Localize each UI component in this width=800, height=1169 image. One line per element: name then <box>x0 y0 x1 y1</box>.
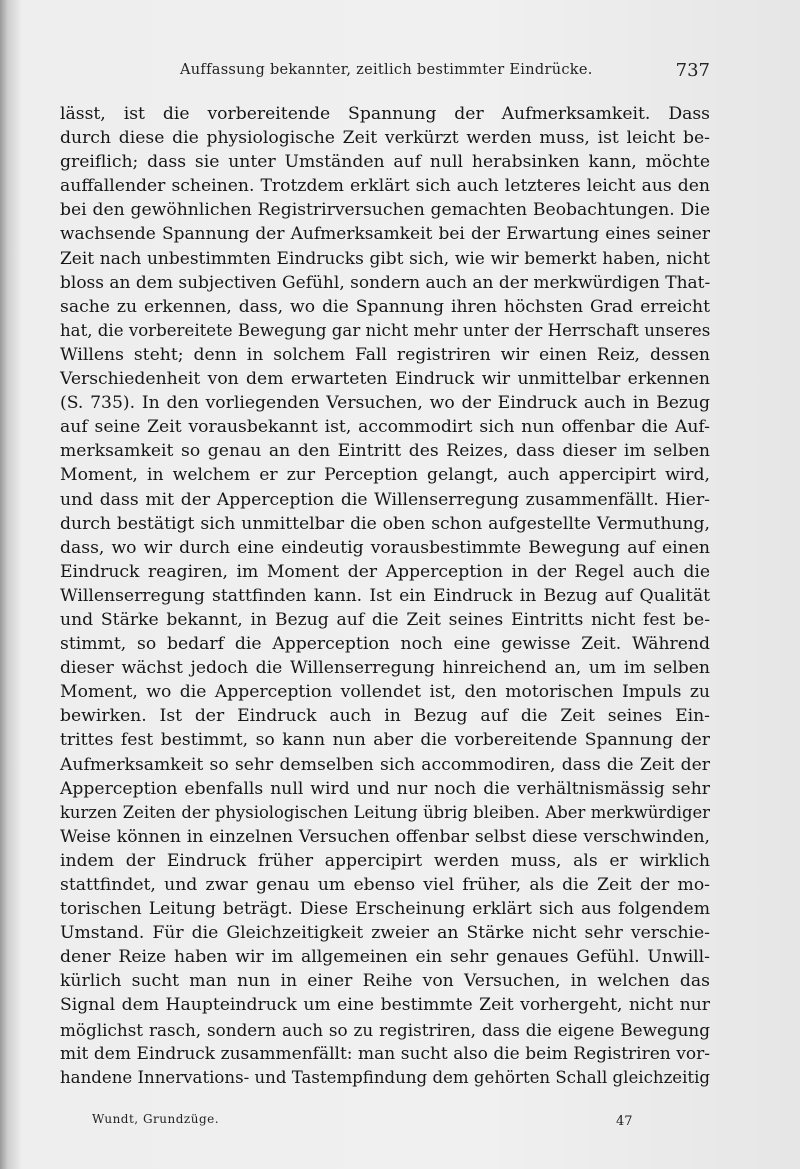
page-header <box>60 62 710 86</box>
footer-author: Wundt, Grundzüge. <box>92 1112 220 1126</box>
text-line: (S. 735). In den vorliegenden Versuchen, wo der Eindruck auch in Bezug <box>60 393 710 414</box>
text-line: kurzen Zeiten der physiologischen Leitung übrig bleiben. Aber merkwürdiger <box>60 802 710 822</box>
text-line: Moment, wo die Apperception vollendet ist, den motorischen Impuls zu <box>60 682 710 703</box>
text-line: handene Innervations- und Tastempfindung dem gehörten Schall gleichzeitig <box>60 1067 711 1087</box>
text-line: indem der Eindruck früher appercipirt werden muss, als er wirklich <box>60 850 710 871</box>
text-line: und dass mit der Apperception die Willenserregung zusammenfällt. Hier- <box>60 489 710 510</box>
body-text <box>60 102 710 1090</box>
text-line: Apperception ebenfalls null wird und nur noch die verhältnismässig sehr <box>60 778 710 799</box>
text-line: Willens steht; denn in solchem Fall registriren wir einen Reiz, dessen <box>60 344 710 365</box>
text-line: torischen Leitung beträgt. Diese Erscheinung erklärt sich aus folgendem <box>60 899 710 920</box>
text-line: Eindruck reagiren, im Moment der Apperception in der Regel auch die <box>60 561 710 582</box>
text-line: bloss an dem subjectiven Gefühl, sondern auch an der merkwürdigen That- <box>60 272 711 293</box>
text-line: bei den gewöhnlichen Registrirversuchen gemachten Beobachtungen. Die <box>60 200 710 221</box>
text-line: lässt, ist die vorbereitende Spannung der Aufmerksamkeit. Dass <box>60 104 710 124</box>
text-line: Signal dem Haupteindruck um eine bestimmte Zeit vorhergeht, nicht nur <box>60 995 710 1016</box>
text-line: merksamkeit so genau an den Eintritt des Reizes, dass dieser im selben <box>60 441 710 462</box>
text-line: Willenserregung stattfinden kann. Ist ein Eindruck in Bezug auf Qualität <box>60 585 710 606</box>
text-line: durch diese die physiologische Zeit verkürzt werden muss, ist leicht be- <box>60 128 710 149</box>
text-line: Umstand. Für die Gleichzeitigkeit zweier an Stärke nicht sehr verschie- <box>60 923 710 944</box>
text-line: greiflich; dass sie unter Umständen auf null herabsinken kann, möchte <box>60 152 710 173</box>
text-line: und Stärke bekannt, in Bezug auf die Zeit seines Eintritts nicht fest be- <box>60 609 710 630</box>
running-head: Auffassung bekannter, zeitlich bestimmter Eindrücke. <box>180 62 593 78</box>
text-line: Verschiedenheit von dem erwarteten Eindruck wir unmittelbar erkennen <box>60 369 710 390</box>
text-line: stattfindet, und zwar genau um ebenso viel früher, als die Zeit der mo- <box>60 875 710 895</box>
text-line: durch bestätigt sich unmittelbar die oben schon aufgestellte Vermuthung, <box>60 513 710 534</box>
text-line: wachsende Spannung der Aufmerksamkeit bei der Erwartung eines seiner <box>60 224 710 245</box>
text-line: auffallender scheinen. Trotzdem erklärt sich auch letzteres leicht aus den <box>60 176 710 197</box>
text-line: dener Reize haben wir im allgemeinen ein sehr genaues Gefühl. Unwill- <box>60 947 710 968</box>
text-line: kürlich sucht man nun in einer Reihe von Versuchen, in welchen das <box>60 971 710 992</box>
text-line: dieser wächst jedoch die Willenserregung hinreichend an, um im selben <box>60 658 710 679</box>
text-line: Aufmerksamkeit so sehr demselben sich accommodiren, dass die Zeit der <box>60 754 710 775</box>
text-line: sache zu erkennen, dass, wo die Spannung ihren höchsten Grad erreicht <box>60 296 710 317</box>
text-line: trittes fest bestimmt, so kann nun aber die vorbereitende Spannung der <box>60 730 710 751</box>
text-line: dass, wo wir durch eine eindeutig vorausbestimmte Bewegung auf einen <box>60 537 710 558</box>
text-line: mit dem Eindruck zusammenfällt: man sucht also die beim Registriren vor- <box>60 1043 710 1064</box>
page-number: 737 <box>675 60 710 81</box>
signature-mark: 47 <box>616 1114 633 1129</box>
text-line: stimmt, so bedarf die Apperception noch eine gewisse Zeit. Während <box>60 634 710 655</box>
text-line: möglichst rasch, sondern auch so zu registriren, dass die eigene Bewegung <box>60 1019 710 1040</box>
text-line: Weise können in einzelnen Versuchen offenbar selbst diese verschwinden, <box>60 826 710 847</box>
page-footer <box>60 1112 710 1132</box>
text-line: bewirken. Ist der Eindruck auch in Bezug auf die Zeit seines Ein- <box>60 706 710 727</box>
text-line: hat, die vorbereitete Bewegung gar nicht mehr unter der Herrschaft unseres <box>60 320 711 340</box>
text-line: Moment, in welchem er zur Perception gelangt, auch appercipirt wird, <box>60 465 710 486</box>
text-line: Zeit nach unbestimmten Eindrucks gibt sich, wie wir bemerkt haben, nicht <box>60 248 710 269</box>
text-line: auf seine Zeit vorausbekannt ist, accommodirt sich nun offenbar die Auf- <box>60 417 710 438</box>
